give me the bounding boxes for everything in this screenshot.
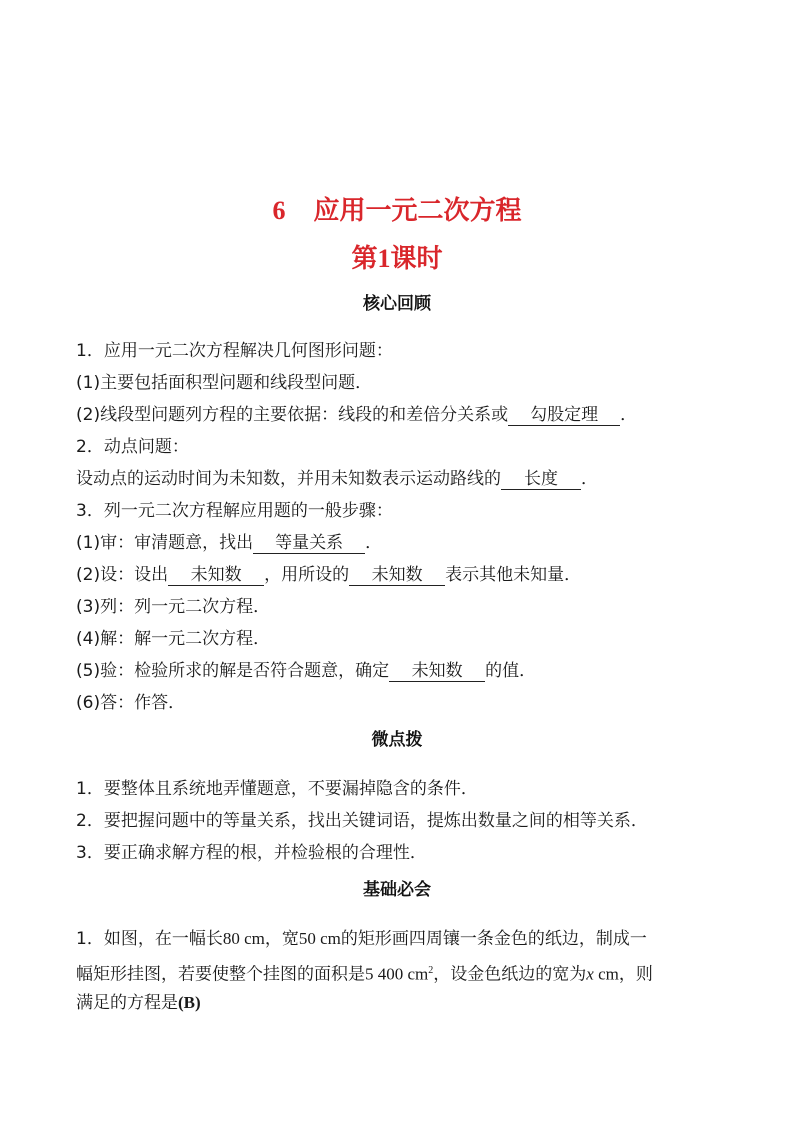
- tip-3: 3．要正确求解方程的根，并检验根的合理性．: [76, 843, 427, 863]
- review-heading: 核心回顾: [363, 294, 431, 314]
- answer-blank: 勾股定理: [508, 405, 620, 426]
- review-line-5: 设动点的运动时间为未知数，并用未知数表示运动路线的 长度 ．: [76, 469, 598, 489]
- question-1-line-1: 1．如图，在一幅长80 cm，宽50 cm的矩形画四周镶一条金色的纸边，制成一: [76, 929, 647, 949]
- question-1-line-2: 幅矩形挂图，若要使整个挂图的面积是5 400 $cm^2$，设金色纸边的宽为x cm，则: [76, 964, 653, 985]
- tips-heading: 微点拨: [371, 730, 423, 750]
- review-line-8: (2)设：设出 未知数 ，用所设的 未知数 表示其他未知量．: [76, 565, 582, 585]
- tip-2: 2．要把握问题中的等量关系，找出关键词语，提炼出数量之间的相等关系．: [76, 811, 648, 831]
- review-line-4: 2．动点问题：: [76, 437, 189, 457]
- answer-blank: 未知数: [349, 565, 445, 586]
- review-line-7: (1)审：审清题意，找出 等量关系 ．: [76, 533, 383, 553]
- title-text: 应用一元二次方程: [313, 196, 522, 226]
- review-line-11: (5)验：检验所求的解是否符合题意，确定 未知数 的值．: [76, 661, 537, 681]
- answer-blank: 未知数: [168, 565, 264, 586]
- basics-heading: 基础必会: [363, 880, 431, 900]
- review-line-10: (4)解：解一元二次方程．: [76, 629, 271, 649]
- question-1-line-3: 满足的方程是(B): [76, 993, 201, 1013]
- review-line-9: (3)列：列一元二次方程．: [76, 597, 271, 617]
- review-line-12: (6)答：作答．: [76, 693, 186, 713]
- section-number: 6: [272, 196, 286, 225]
- review-line-2: (1)主要包括面积型问题和线段型问题．: [76, 373, 373, 393]
- page-title: [0, 190, 794, 227]
- review-line-1: 1．应用一元二次方程解决几何图形问题：: [76, 341, 393, 361]
- answer-blank: 长度: [501, 469, 581, 490]
- answer-blank: 未知数: [389, 661, 485, 682]
- lesson-subtitle: 第1课时: [351, 244, 443, 274]
- review-line-3: (2)线段型问题列方程的主要依据：线段的和差倍分关系或 勾股定理 ．: [76, 405, 638, 425]
- answer-blank: 等量关系: [253, 533, 365, 554]
- review-line-6: 3．列一元二次方程解应用题的一般步骤：: [76, 501, 393, 521]
- answer-choice: (B): [178, 993, 201, 1012]
- tip-1: 1．要整体且系统地弄懂题意，不要漏掉隐含的条件．: [76, 779, 478, 799]
